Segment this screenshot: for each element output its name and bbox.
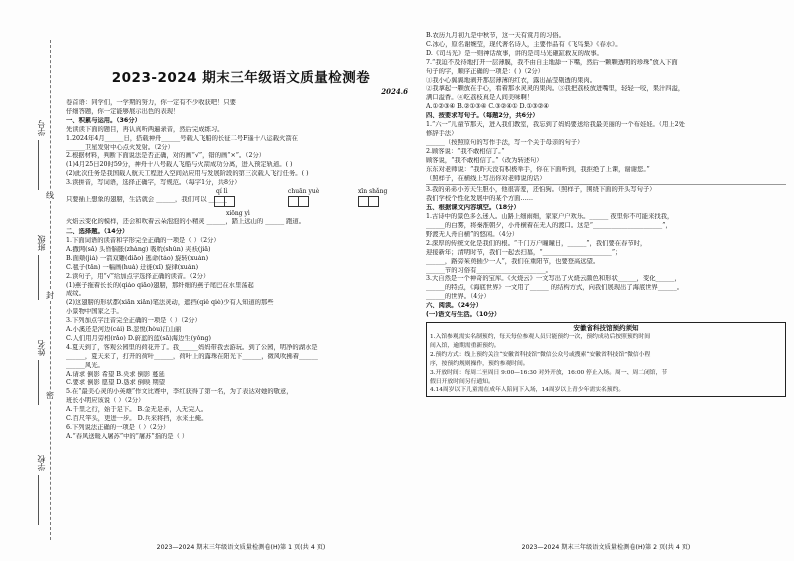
question-line: 句子的字，顺序正确的一项是：( )（2分） [426, 67, 544, 75]
answer-rule[interactable] [426, 184, 786, 185]
character-boxes[interactable] [288, 196, 308, 207]
subsection-heading: (一)语文与生活。（10分） [426, 311, 501, 319]
question-line: (1)燕子拖着长长的(qiáo qiāo)翅膀，那纤细的燕子尾巴在水里荡起 [66, 281, 254, 289]
pinyin-writing-block-2 [66, 210, 416, 228]
question-line: 修辞手法） [426, 129, 458, 137]
question-line: 先读读下面的题目，再认真听两遍录音，然后完成练习。 [66, 125, 224, 133]
question-line: 顾客说，“我不敢相信了。”（改为转述句） [426, 156, 543, 164]
question-line: ______，夏天来了，打开的荷叶______，荷叶上的露珠在阳光下______，微风吹拂着______ [66, 352, 318, 360]
character-boxes[interactable] [358, 196, 378, 207]
section-heading: 六、阅读。（24分） [426, 302, 482, 310]
preface-line: 卷首语：同学们，一学期的努力，你一定有不少收获吧！只要 [66, 99, 237, 106]
question-line: 1.古诗中的景色多么迷人。山路上细雨细，家家户户欢乐。______ 夜里你不可能来找我， [426, 213, 674, 221]
name-field[interactable] [38, 360, 39, 405]
pinyin-writing-block [66, 188, 416, 210]
notice-line: 2.预约方式：线上预约关注“安徽省科技馆”微信公众号或搜索“安徽省科技馆”微信小程 [430, 351, 651, 358]
option-line: C.人们用月旁相(rǎo) D.蔚蓝的蓝(sā)海边生(yǒng) [66, 334, 211, 342]
question-line: 3.大自然是一个神奇的宝库。《火烧云》一文写出了火烧云颜色和形状______，变化______， [426, 275, 681, 283]
student-id-label: 学号 [37, 120, 46, 136]
question-line: 迎接新年；清明时节，我们一起去扫墓，“______________________”； [426, 248, 622, 256]
question-line: 1.“六一”儿童节那天，进入我们教室，我忘到了妈妈要送给我最美丽的一个布娃娃。（用上2处 [426, 121, 685, 129]
question-line: 3.下列加点字注音完全正确的一项是（ ）（2分） [66, 317, 201, 325]
notice-box [426, 322, 786, 397]
question-line: 4.夏天到了，客观公园里的荷花开了。我______妈妈带我去游玩。到了公园，明净的湖水是 [66, 343, 318, 351]
question-line: ______卫星发射中心点火发射。（2分） [66, 143, 174, 151]
exam-page-1 [66, 8, 416, 553]
pinyin-prompt: xīn shǎng [358, 188, 388, 196]
option-line: A.①②③④ B.②①③④ C.③②④① D.①③②④ [426, 103, 549, 111]
question-line: (1)4月25日20时59分，神舟十八号载人飞船与火箭成功分离，进入预定轨道。( ) [66, 161, 293, 169]
section-heading: 五、根据课文内容填空。（18分） [426, 204, 520, 212]
question-line: 2.深厚的传统文化是我们的根。“千门万户曈曈日，______”，我们要在春节时， [426, 239, 647, 247]
option-line: A.千里之行，始于足下。 B.金无足赤，人无完人。 [66, 406, 208, 414]
option-line: A.撒网(sǎ) 头昏脑胀(zhàng) 吸吮(shǔn) 夹袄(jiā) [66, 245, 211, 253]
question-line: ______节的习俗有______________________。 [426, 266, 552, 274]
question-line: 1.下面词语的读音和字形完全正确的一项是（ ）（2分） [66, 236, 220, 244]
school-label: 学校 [37, 455, 46, 471]
question-line: 小景物中国家之手。 [66, 308, 123, 316]
section-heading: 二、选择题。（14分） [66, 228, 129, 236]
question-line: (2)这翅膀的形状都(xiān xiǎn)笔法灵动，遮挡(qiě qiè)少有人知道的那些 [66, 299, 274, 307]
question-line: ②我拿起一颗放在手心，看着那水灵灵的果肉。③我把荔枝放进嘴里，轻轻一咬，果汁四溢， [426, 85, 685, 93]
question-line: 5.在“最美心灵的小英雄”作文比赛中，李红获得了第一名，为了表达对她的敬意， [66, 388, 293, 396]
question-line: 东东对老师说：“我昨天没有积极举手，你在下面听到，我拒绝了上课，谢谢您。” [426, 165, 650, 173]
name-label: 姓名 [37, 340, 46, 356]
pinyin-sentence: 只要插上想象的翅膀，生活就会 ______，我们可以 ______ [66, 196, 228, 204]
option-line: C.百尺竿头，更进一步。 D.兵来将挡，水来土掩。 [66, 415, 208, 423]
preface [66, 99, 416, 117]
page-footer: 2023—2024 期末三年级语文质量检测卷(H)第 1 页(共 4 页) [156, 544, 326, 551]
notice-line: 假日开放时间另行通知。 [430, 378, 494, 385]
question-line: 2.读句子，用“√”给加点字选择正确的读音。（2分） [66, 272, 210, 280]
notice-title: 安徽省科技馆预约须知 [573, 324, 639, 332]
answer-line[interactable]: ______（按照原句的写作手法，写一个关于母亲的句子） [426, 138, 584, 146]
option-line: A.“春风送暖入屠苏”中的“屠苏”指的是（ ） [66, 432, 189, 440]
option-line: B.农历九月初九是中秋节，这一天有赏月的习俗。 [426, 32, 565, 39]
question-line: ______的白雾，将秦淮朝夕，小舟横着在无人的渡口。这是“______________________”， [426, 222, 672, 230]
section-heading: 一、积累与运用。（36分） [66, 116, 141, 124]
school-field[interactable] [38, 475, 39, 525]
exam-page-2 [426, 8, 786, 553]
class-label: 班级 [37, 235, 46, 251]
question-line: 6.下列说法正确的一项是（ ）（2分） [66, 424, 170, 431]
exam-title: 2023-2024 期末三年级语文质量检测卷 [111, 70, 371, 86]
cut-word-seal: 封 [46, 291, 54, 300]
question-line: 成纹。 [66, 290, 85, 298]
question-line: （照样子，在横线上写出你对老师说的话） [426, 174, 546, 182]
character-boxes[interactable] [214, 196, 234, 207]
question-line: 2.根据材料，判断下面说法是否正确，对的画“√”，错的画“×”。（2分） [66, 152, 266, 160]
notice-line: 3.开放时间：每周二至周日 9:00—16:30 对外开放，16:00 停止入场。周一、周二闭馆，节 [430, 369, 668, 376]
student-id-field[interactable] [38, 140, 39, 190]
question-line: 我们学校个性化发展中的某个方面…… [426, 195, 534, 203]
question-line: 野渡无人舟自横”的悠闲。（4分） [426, 230, 519, 238]
question-line: 2.顾客说：“我不敢相信了。” [426, 147, 505, 155]
question-line: 3.读拼音，写词语，选择正确字，写规范。（每字1分，共8分） [66, 179, 241, 187]
notice-line: 间入馆，逾期需重新预约。 [430, 342, 500, 349]
pinyin-prompt: qí lì [216, 188, 228, 196]
pinyin-prompt: chuān yuè [288, 188, 320, 196]
notice-line: 4.14周岁以下儿童需在成年人陪同下入场，14周岁以上青少年需实名预约。 [430, 387, 625, 394]
question-line: ______，路旁茱萸插少一人”，我们在重阳节，也要登高远望。 [426, 257, 600, 265]
option-line: C.要求 倒影 愿望 D.恳求 倒映 期望 [66, 379, 165, 387]
notice-line: 1.入馆参观需实名制预约，每天每位参观人员只能预约一次，预约成功后按照预约时间 [430, 334, 651, 340]
option-line: C.毯子(tǎn) 一幅画(huà) 迁徙(xǐ) 旋律(xuán) [66, 263, 199, 271]
binding-margin [0, 40, 62, 540]
cut-word-close: 密 [46, 391, 54, 400]
pinyin-prompt: xiōng yì [226, 210, 250, 218]
page-footer: 2023—2024 期末三年级语文质量检测卷(H)第 2 页(共 4 页) [521, 544, 691, 551]
preface-line: 仔细答题，你一定能够展示出色的表现！ [66, 107, 180, 115]
question-line: 1.2024年4月______日，搭载神舟______号载人飞船的长征二号F遥十八运载火箭在 [66, 134, 298, 142]
option-line: D.《司马光》是一则神话故事，讲的是司马光砸缸救友的故事。 [426, 49, 603, 57]
option-line: A.请求 倒影 希望 B.央求 倒影 蔓延 [66, 370, 165, 378]
class-field[interactable] [38, 255, 39, 300]
question-line: ______的特点，《海底世界》一文用了______ 的结构方式，向我们展现出了海底世界______。 [426, 284, 684, 292]
question-line: 3.我的弟弟小芳天生胆小，他很害羞，还怕狗。（照样子，围绕下面的开头写句子） [426, 186, 656, 194]
question-line: 班长小明应该说（ ）（2分） [66, 397, 145, 405]
option-line: A.小溪还是河边(cái) B.忽悦(hòu)江山丽 [66, 326, 182, 334]
question-line: (2)此次任务是我国载人航天工程进入空间站应用与发展阶段的第三次载人飞行任务。( ) [66, 170, 309, 178]
notice-line: 序，按预约规则操作，预约参观时间。 [430, 360, 529, 367]
question-line: 满口溢香。④吃荔枝真是人间美味啊！ [426, 94, 534, 102]
pinyin-sentence: 火焰云变化的模样，还会和吹着云朵泡泡的小精灵 ______，踏上远山的 ______ 跑道。 [66, 218, 305, 226]
exam-date: 2024.6 [381, 87, 408, 96]
option-line: C.冰心，原名谢婉莹，现代著名诗人，主要作品有《飞鸟集》《春水》。 [426, 40, 622, 48]
page2-content [426, 32, 786, 320]
cut-word-line: 线 [46, 191, 54, 200]
question-line: ①我小心翼翼地剥开那层薄薄的红衣，露出晶莹剔透的果肉。 [426, 76, 597, 84]
question-line: ______风光。 [66, 361, 104, 369]
section-heading: 四、按要求写句子。（每题2分，共6分） [426, 112, 539, 120]
question-line: 7.“我迫不及待地打开一层薄膜，我不由自主地舔一下嘴，然后一颗颗透明的珍珠”放入下面 [426, 58, 678, 66]
question-line: ______的世界。（4分） [426, 293, 490, 301]
option-line: B.面颊(jiá) 一箭双雕(diāo) 逃命(táo) 旋转(xuán) [66, 254, 209, 262]
